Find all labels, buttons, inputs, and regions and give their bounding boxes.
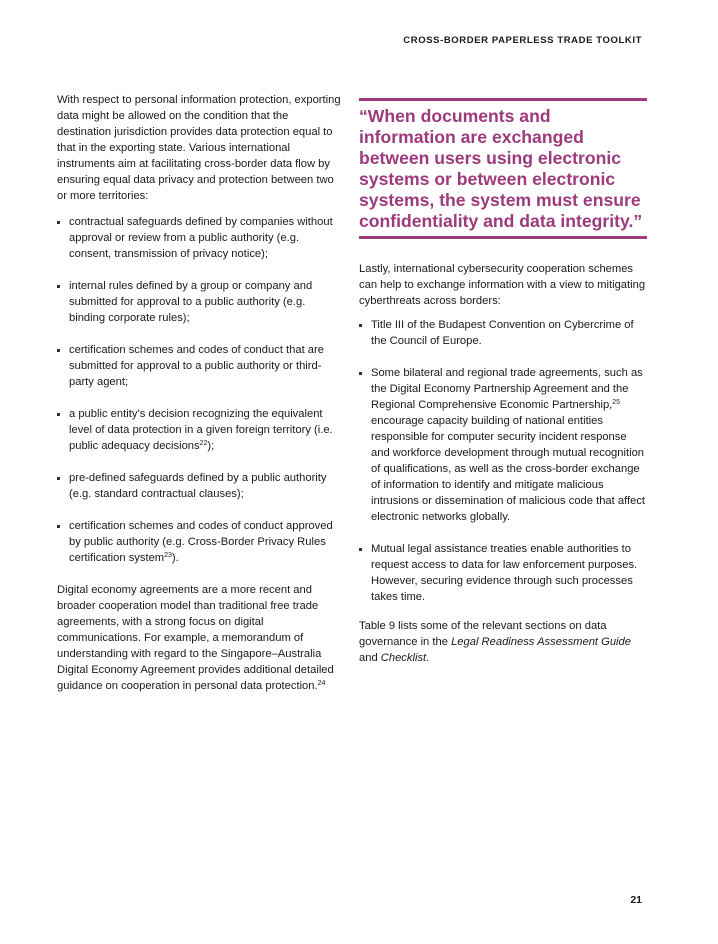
list-item-text: certification schemes and codes of conduct approved by public authority (e.g. Cross-Border Privacy Rules certification system [69, 520, 333, 564]
list-item-text: certification schemes and codes of conduct that are submitted for approval to a public authority or third-party agent; [69, 344, 324, 388]
left-intro-paragraph: With respect to personal information protection, exporting data might be allowed on the condition that the destination jurisdiction provides data protection equal to that in the exporting state. Various international instruments aim at facilitating cross-border data flow by ensuring equal data privacy and protection between two or more territories: [57, 94, 341, 202]
list-item-text: Some bilateral and regional trade agreements, such as the Digital Economy Partnership Agreement and the Regional Comprehensive Economic Partnership, [371, 367, 643, 411]
list-item [57, 214, 344, 262]
list-item [57, 518, 344, 566]
footnote-ref[interactable]: 23 [164, 552, 172, 559]
list-item-text: pre-defined safeguards defined by a public authority (e.g. standard contractual clauses); [69, 472, 327, 500]
list-item-text: a public entity’s decision recognizing the equivalent level of data protection in a given foreign territory (i.e. public adequacy decisions [69, 408, 333, 452]
list-item-text: Mutual legal assistance treaties enable authorities to request access to data for law enforcement purposes. However, securing evidence through such processes takes time. [371, 543, 638, 603]
closing-text-end: . [426, 652, 430, 664]
list-item-text-end: encourage capacity building of national entities responsible for computer security incident response and workforce development through mutual recognition of qualifications, as well as the cross-border exchange of information to identify and mitigate malicious intrusions or dissemination of malicious code that affect electronic networks globally. [371, 415, 646, 523]
list-item-text: Title III of the Budapest Convention on Cybercrime of the Council of Europe. [371, 319, 634, 347]
cybersecurity-schemes-list [359, 317, 647, 605]
page-number: 21 [630, 894, 642, 906]
list-item [57, 342, 344, 390]
pull-quote: “When documents and information are exchanged between users using electronic systems or between electronic systems, the system must ensure confidentiality and data integrity.” [359, 98, 647, 239]
footnote-ref[interactable]: 24 [317, 680, 326, 687]
checklist-title: Checklist [380, 652, 427, 664]
guide-title: Legal Readiness Assessment Guide [451, 636, 631, 648]
right-intro-paragraph: Lastly, international cybersecurity cooperation schemes can help to exchange information with a view to mitigating cyberthreats across borders: [359, 263, 646, 307]
list-item [359, 365, 647, 525]
list-item [57, 470, 344, 502]
list-item [57, 278, 344, 326]
footnote-ref[interactable]: 25 [612, 399, 621, 406]
right-column [359, 98, 647, 666]
list-item [359, 317, 647, 349]
data-protection-instruments-list [57, 214, 344, 566]
left-closing-paragraph [57, 582, 344, 694]
left-column [57, 92, 344, 694]
list-item [359, 541, 647, 605]
list-item-text: contractual safeguards defined by companies without approval or review from a public authority (e.g. consent, transmission of privacy notice); [69, 216, 333, 260]
list-item-text-end: ); [207, 440, 215, 452]
list-item-text: internal rules defined by a group or company and submitted for approval to a public authority (e.g. binding corporate rules); [69, 280, 313, 324]
closing-text-mid: and [359, 652, 381, 664]
list-item [57, 406, 344, 454]
running-header: CROSS-BORDER PAPERLESS TRADE TOOLKIT [403, 35, 642, 46]
list-item-text-end: ). [171, 552, 179, 564]
closing-text: Table 9 lists some of the relevant sections on data governance in the [359, 620, 607, 648]
closing-text: Digital economy agreements are a more recent and broader cooperation model than traditional free trade agreements, with a strong focus on digital communications. For example, a memorandum of understanding with regard to the Singapore–Australia Digital Economy Agreement provides additional detailed guidance on cooperation in personal data protection. [57, 584, 334, 692]
right-closing-paragraph [359, 618, 647, 666]
footnote-ref[interactable]: 22 [199, 440, 208, 447]
